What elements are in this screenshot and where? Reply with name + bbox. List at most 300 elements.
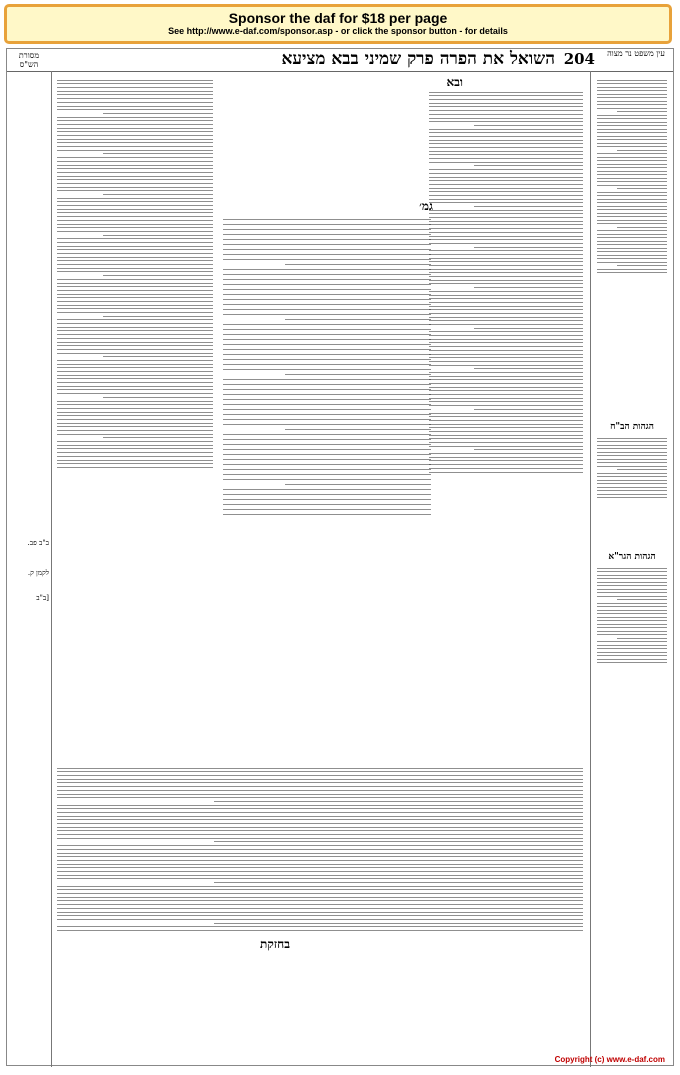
text-line (103, 153, 213, 154)
text-line (429, 147, 583, 148)
text-line (597, 631, 667, 632)
text-line (223, 479, 431, 480)
text-line (57, 157, 213, 158)
text-line (57, 120, 213, 121)
text-line (57, 893, 583, 894)
text-line (429, 387, 583, 388)
text-line (57, 124, 213, 125)
text-line (57, 364, 213, 365)
text-line (223, 439, 431, 440)
text-line (429, 114, 583, 115)
text-line (57, 283, 213, 284)
text-line (57, 290, 213, 291)
text-line (597, 269, 667, 270)
text-line (57, 224, 213, 225)
text-line (57, 142, 213, 143)
text-line (474, 247, 583, 248)
text-line (597, 473, 667, 474)
text-line (617, 227, 667, 228)
text-line (223, 324, 431, 325)
text-line (57, 286, 213, 287)
text-line (597, 94, 667, 95)
text-line (57, 190, 213, 191)
text-line (597, 641, 667, 642)
text-line (597, 462, 667, 463)
text-line (429, 302, 583, 303)
text-line (597, 480, 667, 481)
text-line (223, 404, 431, 405)
text-line (597, 596, 667, 597)
text-line (223, 384, 431, 385)
text-line (57, 408, 213, 409)
text-line (103, 356, 213, 357)
text-line (429, 269, 583, 270)
text-line (429, 413, 583, 414)
text-line (223, 269, 431, 270)
text-line (597, 125, 667, 126)
text-line (597, 178, 667, 179)
text-line (57, 330, 213, 331)
text-line (474, 165, 583, 166)
text-line (57, 775, 583, 776)
text-line (429, 228, 583, 229)
text-line (474, 368, 583, 369)
text-line (429, 424, 583, 425)
text-line (597, 592, 667, 593)
text-line (223, 314, 431, 315)
text-line (429, 121, 583, 122)
text-line (57, 415, 213, 416)
text-line (57, 268, 213, 269)
text-line (223, 344, 431, 345)
text-line (57, 102, 213, 103)
text-line (597, 146, 667, 147)
text-line (597, 90, 667, 91)
text-line (57, 319, 213, 320)
text-line (223, 504, 431, 505)
text-line (57, 897, 583, 898)
text-line (597, 483, 667, 484)
text-line (57, 128, 213, 129)
text-line (223, 369, 431, 370)
text-line (597, 438, 667, 439)
text-line (57, 382, 213, 383)
text-line (223, 399, 431, 400)
text-line (597, 627, 667, 628)
text-line (597, 80, 667, 81)
text-line (57, 915, 583, 916)
text-line (597, 578, 667, 579)
text-line (597, 118, 667, 119)
text-line (57, 249, 213, 250)
text-line (57, 257, 213, 258)
text-line (429, 202, 583, 203)
text-line (429, 435, 583, 436)
text-line (223, 259, 431, 260)
text-line (429, 383, 583, 384)
text-line (429, 398, 583, 399)
text-line (57, 353, 213, 354)
text-line (429, 154, 583, 155)
gemara-text (221, 199, 433, 759)
text-line (57, 209, 213, 210)
text-line (429, 446, 583, 447)
text-line (597, 251, 667, 252)
text-line (223, 309, 431, 310)
masoret-hashas-label: מסורת הש"ס (18, 51, 40, 69)
text-line (429, 317, 583, 318)
text-line (597, 258, 667, 259)
text-line (597, 129, 667, 130)
text-line (57, 198, 213, 199)
text-line (223, 499, 431, 500)
text-line (597, 143, 667, 144)
text-line (57, 146, 213, 147)
text-line (597, 603, 667, 604)
text-line (57, 467, 213, 468)
text-line (223, 334, 431, 335)
ein-mishpat-label: עין משפט נר מצוה (607, 49, 665, 58)
text-line (429, 431, 583, 432)
text-line (429, 213, 583, 214)
text-line (57, 849, 583, 850)
text-line (223, 464, 431, 465)
text-line (103, 397, 213, 398)
text-line (429, 99, 583, 100)
text-line (57, 308, 213, 309)
text-line (429, 472, 583, 473)
text-line (597, 230, 667, 231)
text-line (57, 264, 213, 265)
text-line (597, 272, 667, 273)
text-line (474, 449, 583, 450)
text-line (57, 139, 213, 140)
text-line (57, 349, 213, 350)
text-line (223, 239, 431, 240)
text-line (223, 279, 431, 280)
text-line (597, 136, 667, 137)
text-line (57, 301, 213, 302)
text-line (57, 334, 213, 335)
text-line (285, 374, 431, 375)
text-line (57, 452, 213, 453)
text-line (57, 165, 213, 166)
text-line (429, 143, 583, 144)
text-line (429, 118, 583, 119)
text-line (429, 457, 583, 458)
text-line (429, 376, 583, 377)
text-line (597, 466, 667, 467)
text-line (429, 354, 583, 355)
text-line (597, 634, 667, 635)
text-line (597, 497, 667, 498)
text-line (223, 419, 431, 420)
text-line (597, 248, 667, 249)
text-line (429, 232, 583, 233)
text-line (429, 95, 583, 96)
text-line (57, 900, 583, 901)
text-line (57, 797, 583, 798)
text-line (223, 354, 431, 355)
text-line (223, 234, 431, 235)
text-line (429, 162, 583, 163)
text-line (597, 624, 667, 625)
text-line (429, 357, 583, 358)
text-line (57, 367, 213, 368)
text-line (597, 613, 667, 614)
text-line (57, 805, 583, 806)
text-line (57, 768, 583, 769)
text-line (597, 589, 667, 590)
text-line (57, 878, 583, 879)
text-line (597, 244, 667, 245)
text-line (597, 620, 667, 621)
text-line (597, 83, 667, 84)
text-line (429, 258, 583, 259)
page-number: 204 (563, 50, 595, 68)
text-line (429, 180, 583, 181)
text-line (57, 201, 213, 202)
text-line (57, 187, 213, 188)
text-line (429, 416, 583, 417)
text-line (597, 167, 667, 168)
text-line (285, 484, 431, 485)
margin-note: [ב"ב (36, 594, 49, 602)
text-line (223, 299, 431, 300)
text-line (429, 195, 583, 196)
hagahot-bach-notes (595, 435, 669, 545)
text-line (57, 819, 583, 820)
text-line (57, 305, 213, 306)
text-line (597, 220, 667, 221)
text-line (429, 320, 583, 321)
text-line (57, 323, 213, 324)
text-line (223, 294, 431, 295)
text-line (57, 404, 213, 405)
text-line (429, 372, 583, 373)
sponsor-title[interactable]: Sponsor the daf for $18 per page (228, 10, 448, 26)
text-line (429, 298, 583, 299)
text-line (429, 309, 583, 310)
text-line (223, 364, 431, 365)
text-line (57, 771, 583, 772)
text-line (223, 424, 431, 425)
text-line (474, 328, 583, 329)
text-line (597, 185, 667, 186)
text-line (429, 184, 583, 185)
text-line (597, 441, 667, 442)
text-line (57, 790, 583, 791)
sponsor-banner[interactable] (4, 4, 672, 44)
text-line (597, 445, 667, 446)
text-line (57, 135, 213, 136)
text-line (429, 283, 583, 284)
text-line (597, 585, 667, 586)
gemara-word: גמ׳ (419, 199, 433, 213)
text-line (57, 419, 213, 420)
text-line (597, 181, 667, 182)
text-line (597, 157, 667, 158)
text-line (429, 346, 583, 347)
text-line (57, 389, 213, 390)
text-line (597, 659, 667, 660)
text-line (57, 426, 213, 427)
text-line (617, 599, 667, 600)
text-line (57, 393, 213, 394)
text-line (429, 342, 583, 343)
text-line (429, 236, 583, 237)
text-line (429, 405, 583, 406)
rashi-column (427, 89, 585, 759)
text-line (57, 856, 583, 857)
text-line (57, 448, 213, 449)
text-line (597, 655, 667, 656)
text-line (429, 250, 583, 251)
text-line (57, 109, 213, 110)
text-line (429, 254, 583, 255)
text-line (617, 265, 667, 266)
text-line (429, 420, 583, 421)
text-line (223, 414, 431, 415)
text-line (617, 469, 667, 470)
text-line (57, 919, 583, 920)
text-line (429, 224, 583, 225)
text-line (57, 401, 213, 402)
text-line (429, 324, 583, 325)
text-line (597, 568, 667, 569)
text-line (57, 216, 213, 217)
text-line (223, 394, 431, 395)
text-line (429, 140, 583, 141)
page-title: השואל את הפרה פרק שמיני בבא מציעא (281, 49, 555, 69)
text-line (57, 183, 213, 184)
text-line (57, 87, 213, 88)
text-line (57, 808, 583, 809)
text-line (57, 271, 213, 272)
text-line (57, 161, 213, 162)
text-line (597, 132, 667, 133)
text-line (597, 617, 667, 618)
text-line (223, 254, 431, 255)
text-line (57, 779, 583, 780)
text-line (57, 423, 213, 424)
text-line (597, 108, 667, 109)
text-line (57, 430, 213, 431)
text-line (103, 437, 213, 438)
text-line (57, 786, 583, 787)
text-line (597, 223, 667, 224)
text-line (429, 280, 583, 281)
talmud-page (6, 48, 674, 1066)
text-line (57, 375, 213, 376)
text-line (597, 153, 667, 154)
text-line (429, 243, 583, 244)
text-line (57, 131, 213, 132)
text-line (429, 276, 583, 277)
text-line (429, 401, 583, 402)
text-line (597, 448, 667, 449)
text-line (429, 331, 583, 332)
text-line (223, 509, 431, 510)
text-line (597, 459, 667, 460)
text-line (429, 295, 583, 296)
text-line (223, 339, 431, 340)
text-line (597, 255, 667, 256)
text-line (57, 246, 213, 247)
text-line (57, 294, 213, 295)
text-line (285, 264, 431, 265)
text-line (57, 412, 213, 413)
text-line (223, 349, 431, 350)
text-line (223, 474, 431, 475)
text-line (597, 452, 667, 453)
text-line (429, 379, 583, 380)
text-line (429, 217, 583, 218)
text-line (617, 188, 667, 189)
text-line (597, 87, 667, 88)
text-line (57, 179, 213, 180)
text-line (429, 291, 583, 292)
text-line (429, 191, 583, 192)
text-line (429, 199, 583, 200)
text-line (285, 319, 431, 320)
text-line (597, 115, 667, 116)
text-line (597, 487, 667, 488)
text-line (57, 117, 213, 118)
text-line (429, 361, 583, 362)
text-line (57, 297, 213, 298)
text-line (223, 459, 431, 460)
text-line (57, 886, 583, 887)
text-line (223, 359, 431, 360)
text-line (429, 453, 583, 454)
text-line (223, 494, 431, 495)
text-line (57, 864, 583, 865)
text-line (597, 476, 667, 477)
text-line (223, 434, 431, 435)
text-line (223, 444, 431, 445)
text-line (429, 221, 583, 222)
text-line (429, 365, 583, 366)
text-line (429, 350, 583, 351)
text-line (474, 287, 583, 288)
text-line (597, 571, 667, 572)
text-line (57, 908, 583, 909)
text-line (429, 106, 583, 107)
bottom-opening-word: בחזקת (257, 937, 293, 952)
text-line (223, 449, 431, 450)
text-line (597, 610, 667, 611)
text-line (429, 438, 583, 439)
text-line (57, 834, 583, 835)
text-line (57, 463, 213, 464)
text-line (429, 265, 583, 266)
text-line (597, 582, 667, 583)
text-line (57, 345, 213, 346)
text-line (57, 845, 583, 846)
text-line (57, 83, 213, 84)
text-line (597, 192, 667, 193)
text-line (429, 169, 583, 170)
text-line (57, 386, 213, 387)
text-line (429, 103, 583, 104)
text-line (429, 210, 583, 211)
text-line (57, 168, 213, 169)
text-line (223, 409, 431, 410)
text-line (429, 427, 583, 428)
text-line (597, 241, 667, 242)
text-line (429, 468, 583, 469)
